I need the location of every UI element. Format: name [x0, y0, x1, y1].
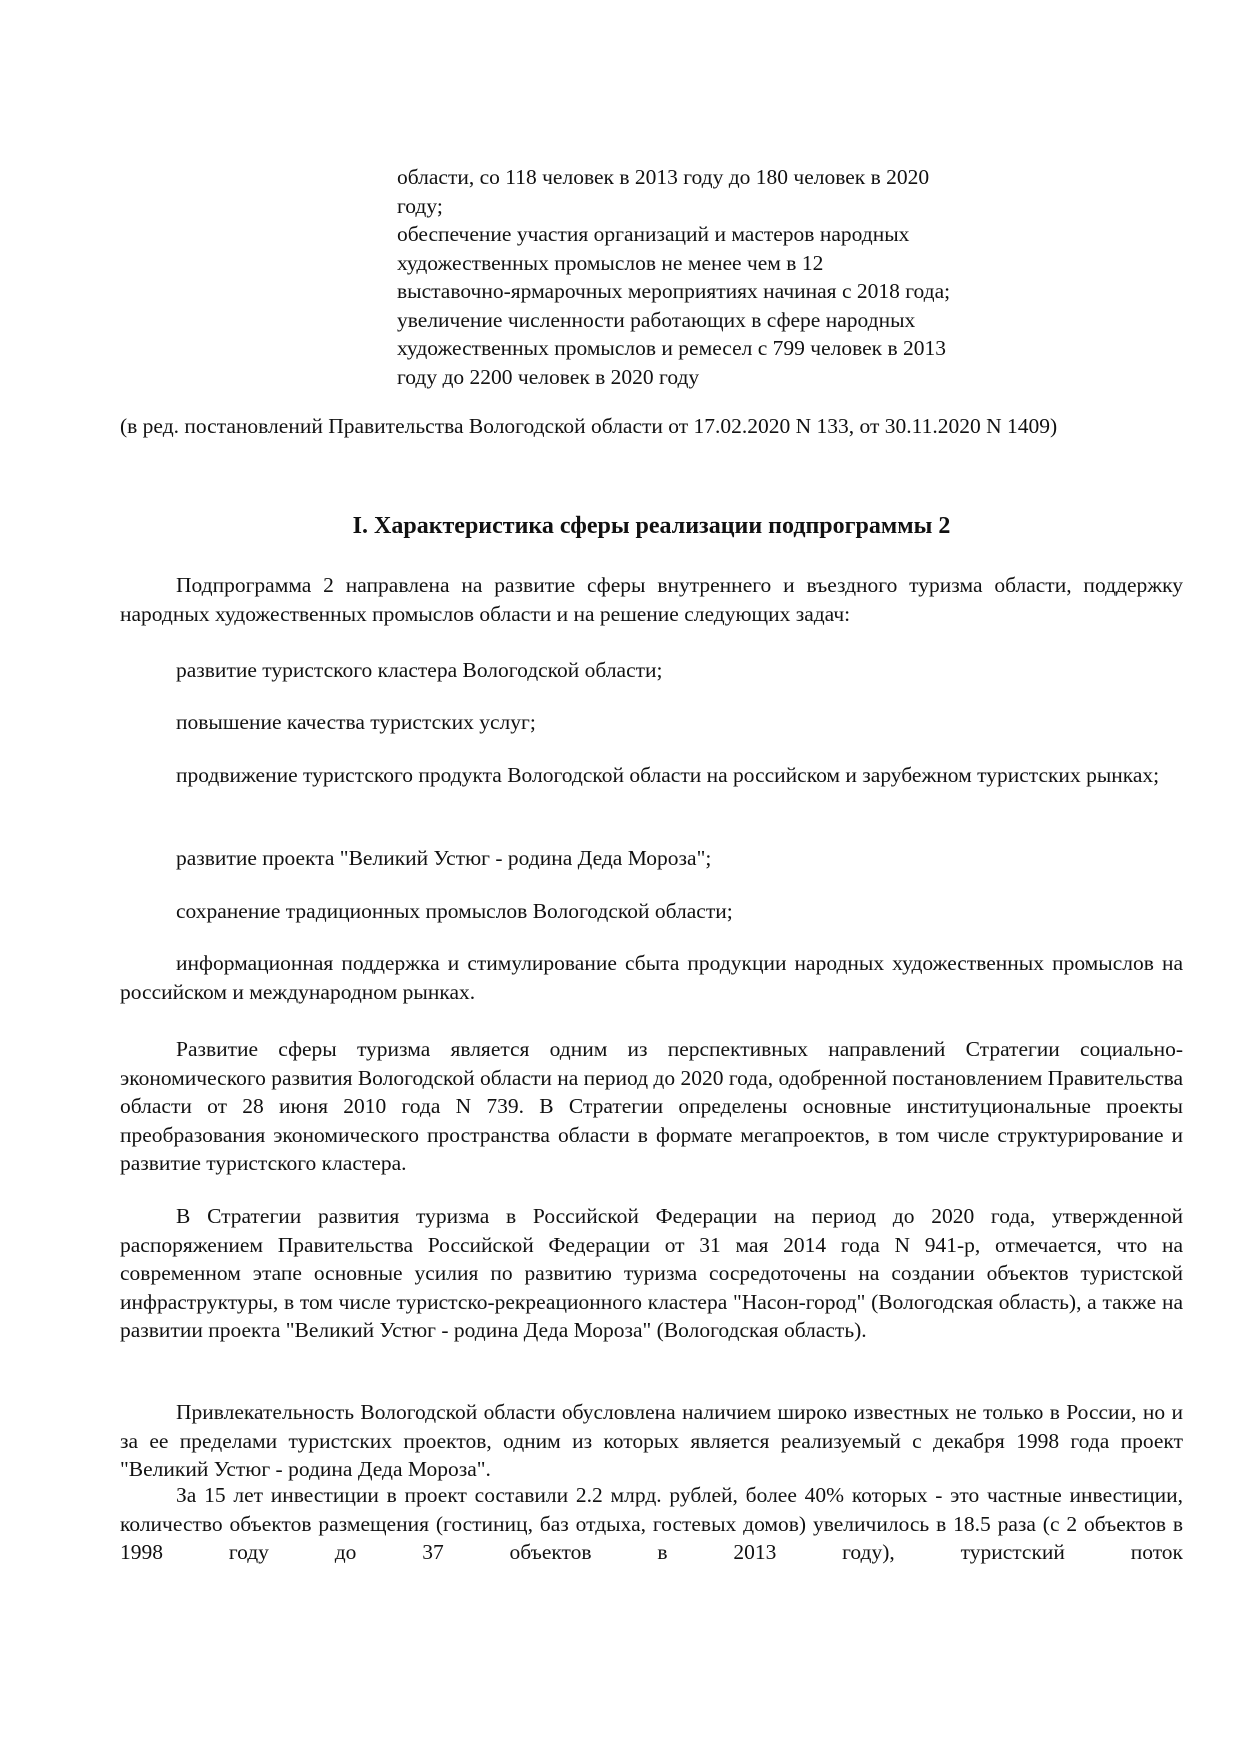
- amendment-note: (в ред. постановлений Правительства Вологодской области от 17.02.2020 N 133, от 30.11.2020 N 1409): [120, 414, 1058, 438]
- body-paragraph: В Стратегии развития туризма в Российской Федерации на период до 2020 года, утвержденной распоряжением Правительства Российской Федерации от 31 мая 2014 года N 941-р, отмечается, что на современном этапе основные усилия по развитию туризма сосредоточены на создании объектов туристской инфраструктуры, в том числе туристско-рекреационного кластера "Насон-город" (Вологодская область), а также на развитии проекта "Великий Устюг - родина Деда Мороза" (Вологодская область).: [120, 1204, 1183, 1342]
- task-item: информационная поддержка и стимулирование сбыта продукции народных художественных промыслов на российском и международном рынках.: [120, 951, 1183, 1004]
- text-line: художественных промыслов и ремесел с 799 человек в 2013: [397, 336, 947, 360]
- section-heading: I. Характеристика сферы реализации подпрограммы 2: [352, 513, 951, 539]
- text-line: увеличение численности работающих в сфере народных: [397, 307, 916, 332]
- task-item: развитие проекта "Великий Устюг - родина Деда Мороза";: [176, 846, 712, 870]
- text-line: выставочно-ярмарочных мероприятиях начиная с 2018 года;: [397, 279, 951, 303]
- task-item: повышение качества туристских услуг;: [176, 710, 536, 734]
- body-paragraph: За 15 лет инвестиции в проект составили 2.2 млрд. рублей, более 40% которых - это частные инвестиции, количество объектов размещения (гостиниц, баз отдыха, гостевых домов) увеличилось в 18.5 раза (с 2 объектов в 1998 году до 37 объектов в 2013 году), туристский поток: [120, 1483, 1183, 1564]
- text-line: году;: [397, 193, 443, 218]
- body-paragraph: Привлекательность Вологодской области обусловлена наличием широко известных не только в России, но и за ее пределами туристских проектов, одним из которых является реализуемый с декабря 1998 года проект "Великий Устюг - родина Деда Мороза".: [120, 1400, 1183, 1481]
- body-paragraph: Развитие сферы туризма является одним из перспективных направлений Стратегии социально-экономического развития Вологодской области на период до 2020 года, одобренной постановлением Правительства области от 28 июня 2010 года N 739. В Стратегии определены основные институциональные проекты преобразования экономического пространства области в формате мегапроектов, в том числе структурирование и развитие туристского кластера.: [120, 1037, 1183, 1175]
- task-item: развитие туристского кластера Вологодской области;: [176, 658, 663, 682]
- text-line: художественных промыслов не менее чем в 12: [397, 250, 824, 275]
- intro-paragraph: Подпрограмма 2 направлена на развитие сферы внутреннего и въездного туризма области, поддержку народных художественных промыслов области и на решение следующих задач:: [120, 573, 1183, 626]
- indented-targets-block: [397, 163, 1037, 391]
- text-line: году до 2200 человек в 2020 году: [397, 364, 700, 389]
- text-line: области, со 118 человек в 2013 году до 180 человек в 2020: [397, 165, 930, 189]
- task-item: сохранение традиционных промыслов Вологодской области;: [176, 899, 733, 923]
- text-line: обеспечение участия организаций и мастеров народных: [397, 222, 910, 246]
- task-item: продвижение туристского продукта Вологодской области на российском и зарубежном туристских рынках;: [176, 763, 1160, 787]
